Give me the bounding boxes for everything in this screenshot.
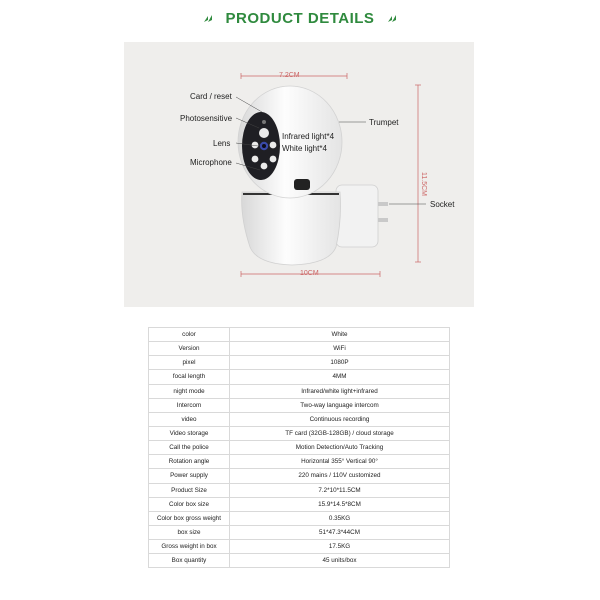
spec-key: Color box gross weight	[149, 511, 230, 525]
table-row	[149, 554, 450, 568]
table-row	[149, 511, 450, 525]
trumpet-label: Trumpet	[369, 118, 399, 127]
spec-key: pixel	[149, 356, 230, 370]
table-row	[149, 441, 450, 455]
microphone-label: Microphone	[190, 158, 232, 167]
table-row	[149, 525, 450, 539]
page-title: PRODUCT DETAILS	[225, 9, 375, 27]
card-reset-label: Card / reset	[190, 92, 232, 101]
leaf-right-icon	[384, 11, 398, 25]
spec-value: 51*47.3*44CM	[230, 525, 450, 539]
spec-value: White	[230, 328, 450, 342]
spec-value: 7.2*10*11.5CM	[230, 483, 450, 497]
table-row	[149, 540, 450, 554]
spec-value: 45 units/box	[230, 554, 450, 568]
white-light-label: White light*4	[282, 144, 327, 153]
spec-value: Two-way language intercom	[230, 398, 450, 412]
spec-key: Box quantity	[149, 554, 230, 568]
spec-key: video	[149, 412, 230, 426]
spec-value: Continuous recording	[230, 412, 450, 426]
spec-key: Call the police	[149, 441, 230, 455]
spec-key: Video storage	[149, 426, 230, 440]
table-row	[149, 370, 450, 384]
spec-value: 1080P	[230, 356, 450, 370]
spec-key: night mode	[149, 384, 230, 398]
lens-label: Lens	[213, 139, 231, 148]
table-row	[149, 497, 450, 511]
table-row	[149, 342, 450, 356]
spec-key: Product Size	[149, 483, 230, 497]
spec-value: Motion Detection/Auto Tracking	[230, 441, 450, 455]
spec-key: Power supply	[149, 469, 230, 483]
spec-value: 17.5KG	[230, 540, 450, 554]
table-row	[149, 412, 450, 426]
table-row	[149, 398, 450, 412]
spec-value: TF card (32GB-128GB) / cloud storage	[230, 426, 450, 440]
spec-key: Rotation angle	[149, 455, 230, 469]
spec-value: 15.9*14.5*8CM	[230, 497, 450, 511]
table-row	[149, 384, 450, 398]
product-diagram	[124, 42, 474, 307]
width-bottom-label: 10CM	[300, 270, 319, 277]
spec-value: 4MM	[230, 370, 450, 384]
spec-value: Infrared/white light+infrared	[230, 384, 450, 398]
spec-key: Intercom	[149, 398, 230, 412]
specs-table	[148, 327, 450, 568]
table-row	[149, 328, 450, 342]
socket-label: Socket	[430, 200, 455, 209]
spec-key: focal length	[149, 370, 230, 384]
page-header	[0, 0, 600, 36]
height-label: 11.5CM	[420, 172, 427, 196]
infrared-light-label: Infrared light*4	[282, 132, 335, 141]
table-row	[149, 356, 450, 370]
width-top-label: 7.2CM	[279, 72, 300, 79]
spec-key: Version	[149, 342, 230, 356]
spec-value: 220 mains / 110V customized	[230, 469, 450, 483]
spec-key: Color box size	[149, 497, 230, 511]
table-row	[149, 469, 450, 483]
table-row	[149, 483, 450, 497]
spec-key: color	[149, 328, 230, 342]
spec-key: box size	[149, 525, 230, 539]
table-row	[149, 426, 450, 440]
spec-value: WiFi	[230, 342, 450, 356]
leaf-left-icon	[202, 11, 216, 25]
spec-value: 0.35KG	[230, 511, 450, 525]
spec-value: Horizontal 355° Vertical 90°	[230, 455, 450, 469]
table-row	[149, 455, 450, 469]
spec-key: Gross weight in box	[149, 540, 230, 554]
photosensitive-label: Photosensitive	[180, 114, 233, 123]
